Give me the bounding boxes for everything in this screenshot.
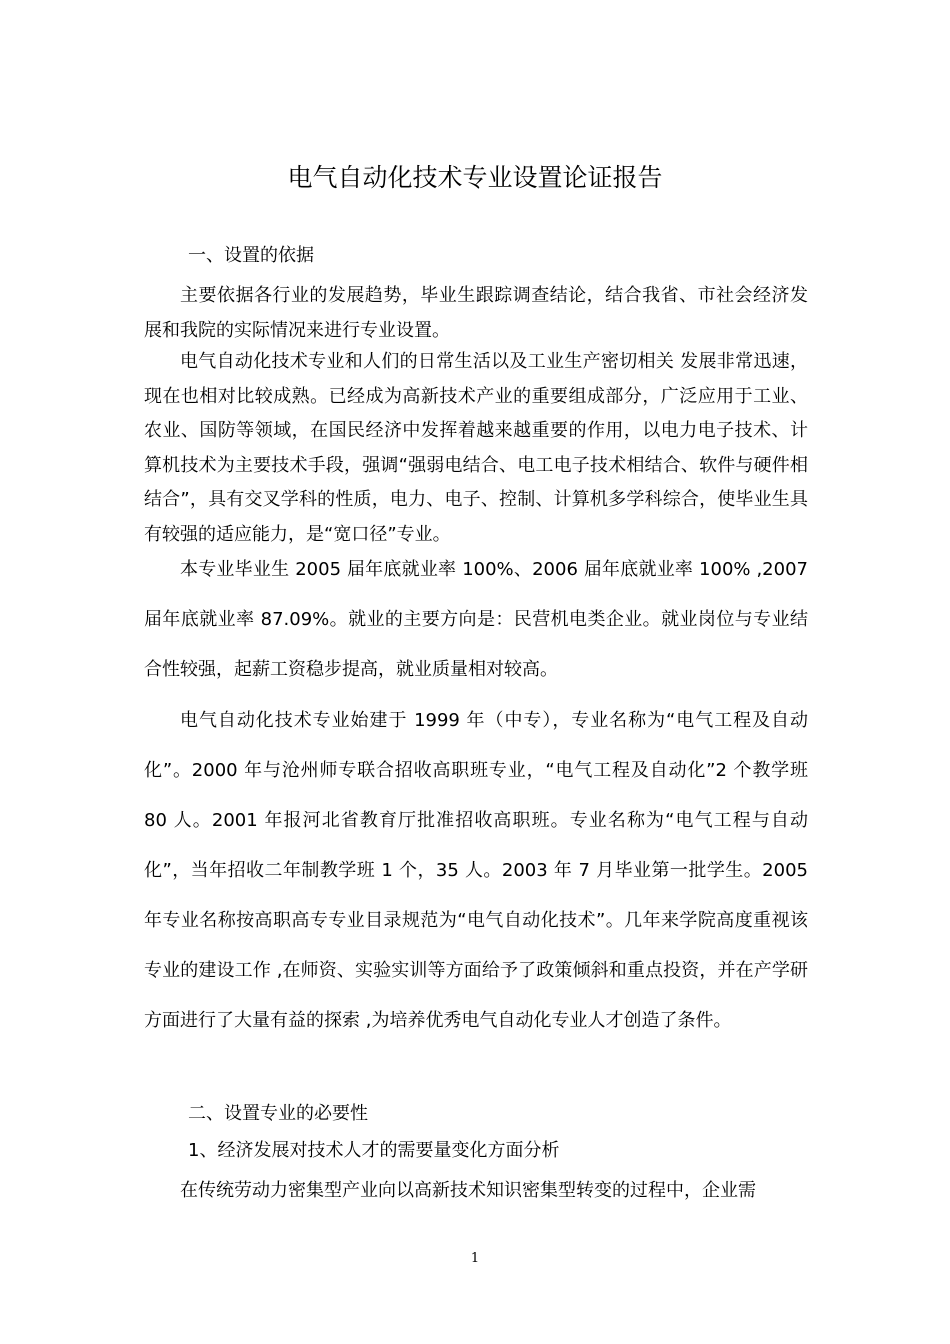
paragraph-employment-rate: 本专业毕业生 2005 届年底就业率 100%、2006 届年底就业率 100% ,2007 届年底就业率 87.09%。就业的主要方向是：民营机电类企业。就业岗位与专业结合性较强，起薪工资稳步提高，就业质量相对较高。 (144, 559, 808, 680)
section-heading-basis: 一、设置的依据 (188, 245, 314, 266)
page-number: 1 (470, 1251, 480, 1266)
paragraph-industry-transition: 在传统劳动力密集型产业向以高新技术知识密集型转变的过程中，企业需 (180, 1180, 756, 1201)
document-title: 电气自动化技术专业设置论证报告 (287, 163, 663, 192)
paragraph-major-overview: 电气自动化技术专业和人们的日常生活以及工业生产密切相关 发展非常迅速，现在也相对比较成熟。已经成为高新技术产业的重要组成部分，广泛应用于工业、农业、国防等领域，在国民经济中发挥着越来越重要的作用，以电力电子技术、计算机技术为主要技术手段，强调“强弱电结合、电工电子技术相结合、软件与硬件相结合”，具有交叉学科的性质，电力、电子、控制、计算机多学科综合，使毕业生具有较强的适应能力，是“宽口径”专业。 (144, 351, 808, 545)
subsection-heading-economic-demand: 1、经济发展对技术人才的需要量变化方面分析 (188, 1140, 560, 1161)
paragraph-basis: 主要依据各行业的发展趋势，毕业生跟踪调查结论，结合我省、市社会经济发展和我院的实际情况来进行专业设置。 (144, 285, 808, 341)
paragraph-major-history: 电气自动化技术专业始建于 1999 年（中专），专业名称为“电气工程及自动化”。2000 年与沧州师专联合招收高职班专业，“电气工程及自动化”2 个教学班 80 人。2001 年报河北省教育厅批准招收高职班。专业名称为“电气工程与自动化”，当年招收二年制教学班 1 个，35 人。2003 年 7 月毕业第一批学生。2005 年专业名称按高职高专专业目录规范为“电气自动化技术”。几年来学院高度重视该专业的建设工作 ,在师资、实验实训等方面给予了政策倾斜和重点投资，并在产学研方面进行了大量有益的探索 ,为培养优秀电气自动化专业人才创造了条件。 (144, 710, 808, 1031)
section-heading-necessity: 二、设置专业的必要性 (188, 1103, 368, 1124)
